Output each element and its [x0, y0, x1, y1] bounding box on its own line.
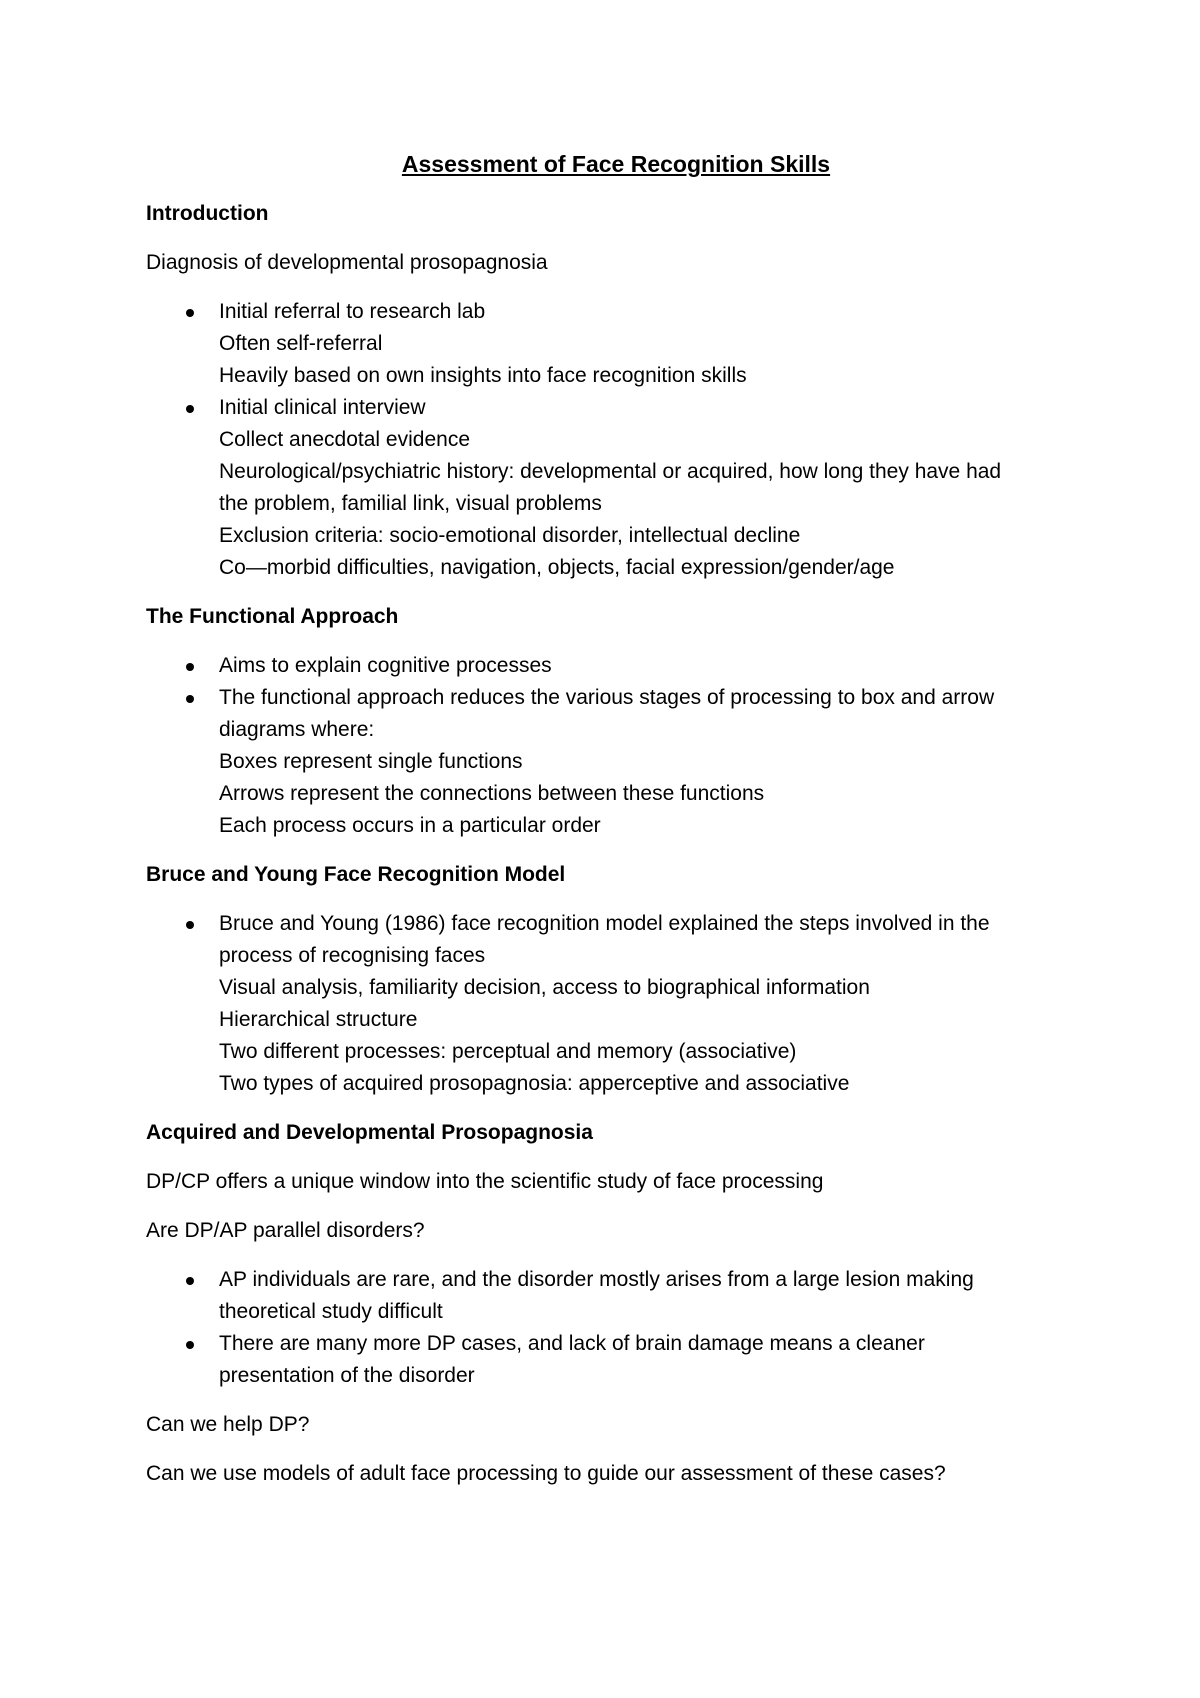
list-item	[146, 1328, 1086, 1392]
bullet-icon	[186, 695, 194, 703]
para-diagnosis: Diagnosis of developmental prosopagnosia	[146, 251, 548, 274]
list-item	[146, 296, 1086, 392]
heading-bruce-young: Bruce and Young Face Recognition Model	[146, 863, 566, 886]
bullet-icon	[186, 1277, 194, 1285]
list-line: Heavily based on own insights into face recognition skills	[219, 364, 747, 387]
list-item	[146, 908, 1086, 1100]
document-body	[146, 148, 1086, 1507]
list-line: Two types of acquired prosopagnosia: apperceptive and associative	[219, 1072, 850, 1095]
heading-acquired-developmental: Acquired and Developmental Prosopagnosia	[146, 1121, 593, 1144]
list-line: Often self-referral	[219, 332, 383, 355]
list-item	[146, 392, 1086, 584]
page-title: Assessment of Face Recognition Skills	[401, 151, 831, 177]
list-line: Aims to explain cognitive processes	[219, 654, 552, 677]
list-line: The functional approach reduces the various stages of processing to box and arrow	[219, 686, 995, 709]
list-line: the problem, familial link, visual problems	[219, 492, 602, 515]
list-line: Collect anecdotal evidence	[219, 428, 470, 451]
list-line: theoretical study difficult	[219, 1300, 443, 1323]
list-line: Visual analysis, familiarity decision, access to biographical information	[219, 976, 870, 999]
list-line: Bruce and Young (1986) face recognition model explained the steps involved in the	[219, 912, 990, 935]
list-line: Initial clinical interview	[219, 396, 426, 419]
list-line: Hierarchical structure	[219, 1008, 418, 1031]
bullet-icon	[186, 921, 194, 929]
list-line: presentation of the disorder	[219, 1364, 475, 1387]
para-dp-cp: DP/CP offers a unique window into the scientific study of face processing	[146, 1170, 824, 1193]
list-line: Arrows represent the connections between these functions	[219, 782, 765, 805]
list-line: There are many more DP cases, and lack of brain damage means a cleaner	[219, 1332, 925, 1355]
list-functional	[146, 650, 1086, 842]
list-line: process of recognising faces	[219, 944, 486, 967]
list-bruce-young	[146, 908, 1086, 1100]
list-line: diagrams where:	[219, 718, 375, 741]
list-line: AP individuals are rare, and the disorder mostly arises from a large lesion making	[219, 1268, 974, 1291]
para-parallel-disorders: Are DP/AP parallel disorders?	[146, 1219, 425, 1242]
list-line: Boxes represent single functions	[219, 750, 523, 773]
list-item	[146, 650, 1086, 682]
para-adult-models: Can we use models of adult face processing to guide our assessment of these cases?	[146, 1462, 946, 1485]
list-line: Each process occurs in a particular order	[219, 814, 601, 837]
list-acquired	[146, 1264, 1086, 1392]
list-item	[146, 682, 1086, 842]
list-line: Exclusion criteria: socio-emotional disorder, intellectual decline	[219, 524, 801, 547]
bullet-icon	[186, 405, 194, 413]
list-item	[146, 1264, 1086, 1328]
list-line: Neurological/psychiatric history: developmental or acquired, how long they have had	[219, 460, 1002, 483]
list-line: Co—morbid difficulties, navigation, objects, facial expression/gender/age	[219, 556, 895, 579]
bullet-icon	[186, 663, 194, 671]
list-line: Two different processes: perceptual and memory (associative)	[219, 1040, 797, 1063]
bullet-icon	[186, 309, 194, 317]
list-introduction	[146, 296, 1086, 584]
bullet-icon	[186, 1341, 194, 1349]
heading-introduction: Introduction	[146, 202, 269, 225]
para-help-dp: Can we help DP?	[146, 1413, 310, 1436]
list-line: Initial referral to research lab	[219, 300, 486, 323]
heading-functional-approach: The Functional Approach	[146, 605, 399, 628]
